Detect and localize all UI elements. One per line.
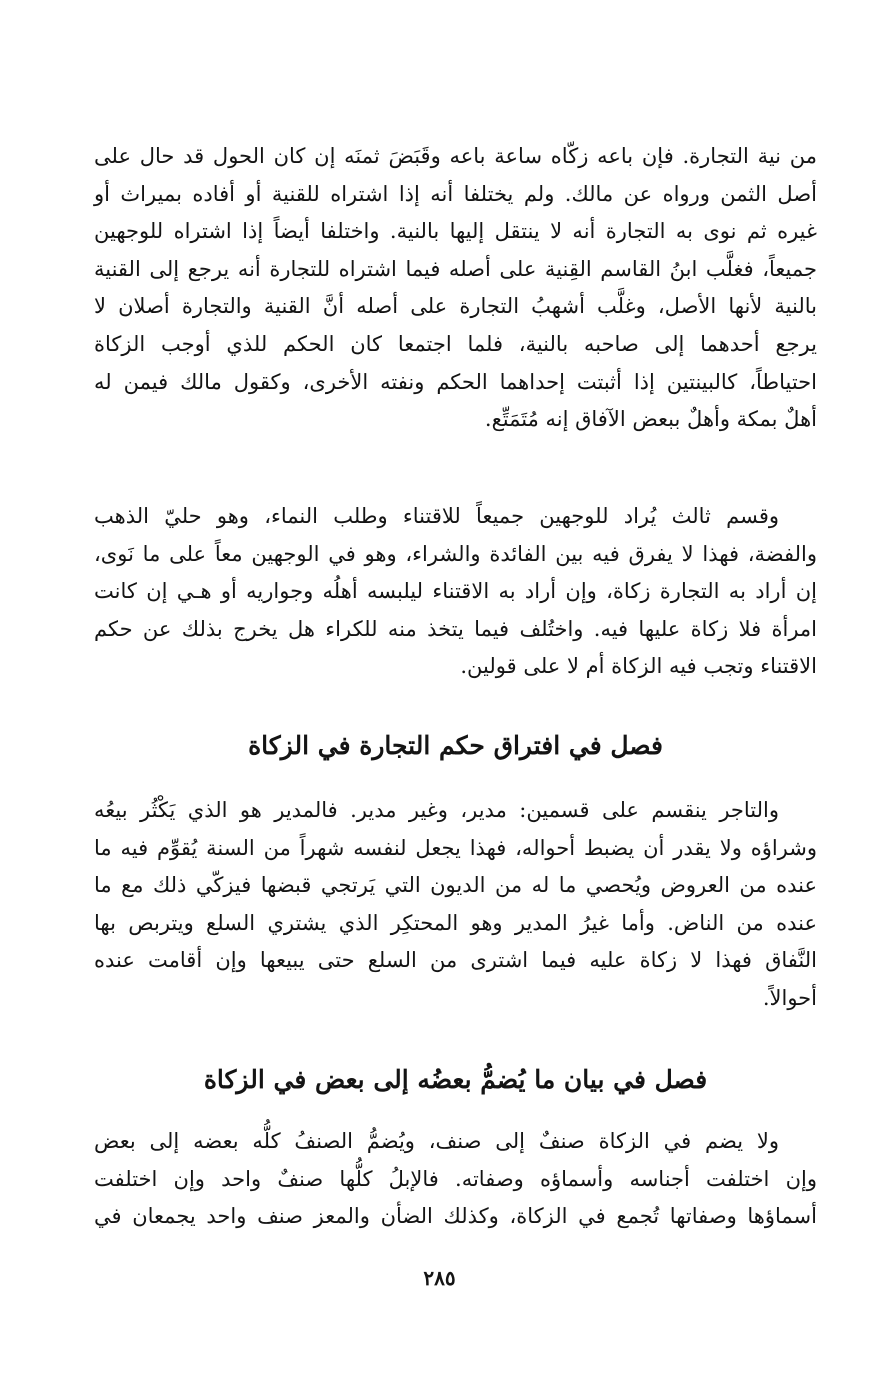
text-line: عنده من العروض ويُحصي ما له من الديون التي يَرتجي قبضها فيزكّي ذلك مع ما	[94, 873, 817, 898]
text-line: والتاجر ينقسم على قسمين: مدير، وغير مدير. فالمدير هو الذي يَكْثُر بيعُه	[94, 798, 779, 822]
paragraph-2	[94, 498, 817, 686]
text-line: يرجع أحدهما إلى صاحبه بالنية، فلما اجتمعا كان الحكم للذي أوجب الزكاة	[94, 331, 817, 356]
text-line: ولا يضم في الزكاة صنفٌ إلى صنف، ويُضمُّ الصنفُ كلُّه بعضه إلى بعض	[94, 1129, 779, 1153]
paragraph-3	[94, 792, 817, 1018]
section-heading: فصل في افتراق حكم التجارة في الزكاة	[248, 731, 663, 760]
text-line: امرأة فلا زكاة عليها فيه. واختُلف فيما يتخذ منه للكراء هل يخرج بذلك عن حكم	[94, 616, 817, 641]
text-line: إن أراد به التجارة زكاة، وإن أراد به الاقتناء ليلبسه أهلُه وجواريه أو هـي إن كانت	[94, 579, 817, 604]
text-line: أسماؤها وصفاتها تُجمع في الزكاة، وكذلك الضأن والمعز صنف واحد يجمعان في	[94, 1204, 817, 1229]
text-line: والفضة، فهذا لا يفرق فيه بين الفائدة والشراء، وهو في الوجهين معاً على ما نَوى،	[94, 541, 817, 566]
text-line: وشراؤه ولا يقدر أن يضبط أحواله، فهذا يجعل لنفسه شهراً من السنة يُقوِّم فيه ما	[94, 835, 817, 860]
text-line: من نية التجارة. فإن باعه زكّاه ساعة باعه وقَبَضَ ثمنَه إن كان الحول قد حال على	[94, 144, 817, 168]
text-line: أحوالاً.	[762, 985, 817, 1010]
text-line: أهلٌ بمكة وأهلٌ ببعض الآفاق إنه مُتَمَتِّع.	[484, 407, 817, 432]
text-line: احتياطاً، كالبينتين إذا أثبتت إحداهما الحكم ونفته الأخرى، وكقول مالك فيمن له	[94, 369, 817, 394]
page-number: ٢٨٥	[423, 1266, 456, 1290]
text-line: أصل الثمن ورواه عن مالك. ولم يختلفا أنه إذا اشتراه للقنية أو أفاده بميراث أو	[94, 181, 817, 206]
text-line: جميعاً، فغلَّب ابنُ القاسم القِنية على أصله فيما اشتراه للتجارة أنه يرجع إلى القنية	[94, 256, 817, 281]
text-line: الاقتناء وتجب فيه الزكاة أم لا على قولين.	[460, 654, 817, 679]
text-line: وإن اختلفت أجناسه وأسماؤه وصفاته. فالإبلُ كلُّها صنفٌ واحد وإن اختلفت	[94, 1166, 817, 1191]
paragraph-1	[94, 138, 817, 439]
text-line: النَّفاق فهذا لا زكاة عليه فيما اشترى من السلع حتى يبيعها وإن أقامت عنده	[94, 948, 817, 973]
text-line: بالنية لأنها الأصل، وغلَّب أشهبُ التجارة على أصله أنَّ القنية والتجارة أصلان لا	[94, 294, 817, 319]
text-line: عنده من الناض. وأما غيرُ المدير وهو المحتكِر الذي يشتري السلع ويتربص بها	[94, 910, 817, 935]
section-heading: فصل في بيان ما يُضمُّ بعضُه إلى بعض في الزكاة	[203, 1065, 708, 1094]
text-line: غيره ثم نوى به التجارة أنه لا ينتقل إليها بالنية. واختلفا أيضاً إذا اشتراه للوجهين	[94, 219, 817, 244]
text-line: وقسم ثالث يُراد للوجهين جميعاً للاقتناء وطلب النماء، وهو حليّ الذهب	[94, 504, 779, 528]
paragraph-4	[94, 1123, 817, 1236]
